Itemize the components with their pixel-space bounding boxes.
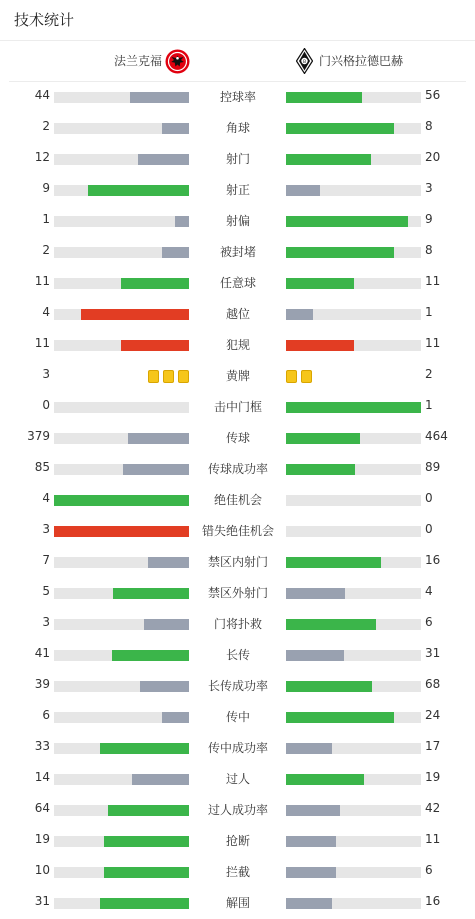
- home-value: 4: [42, 305, 50, 319]
- home-bar-track: [54, 805, 189, 816]
- stat-label: 禁区内射门: [207, 555, 268, 569]
- page-title: 技术统计: [14, 11, 75, 29]
- away-yellow-cards: [286, 370, 316, 383]
- away-bar-track: [286, 898, 421, 909]
- stat-row: [0, 670, 475, 701]
- home-value: 2: [42, 243, 50, 257]
- away-value: 16: [425, 553, 441, 567]
- home-value: 10: [34, 863, 50, 877]
- stat-row: [0, 856, 475, 887]
- home-value: 4: [42, 491, 50, 505]
- home-value: 44: [34, 88, 50, 102]
- stat-row: [0, 577, 475, 608]
- home-bar-track: [54, 526, 189, 537]
- stat-row: [0, 360, 475, 391]
- teams-header: [0, 41, 475, 81]
- away-value: 16: [425, 894, 441, 908]
- away-bar-track: [286, 464, 421, 475]
- away-bar-track: [286, 278, 421, 289]
- stat-label: 角球: [225, 121, 250, 135]
- home-value: 1: [42, 212, 50, 226]
- stat-label: 长传: [225, 648, 250, 662]
- home-bar-fill: [81, 309, 189, 320]
- away-value: 1: [425, 398, 433, 412]
- home-value: 33: [34, 739, 50, 753]
- home-bar-track: [54, 588, 189, 599]
- home-value: 31: [34, 894, 50, 908]
- home-bar-fill: [100, 898, 189, 909]
- stat-label: 越位: [225, 307, 250, 321]
- away-bar-fill: [286, 774, 364, 785]
- stat-label: 击中门框: [213, 400, 262, 414]
- stat-row: [0, 608, 475, 639]
- home-value: 64: [34, 801, 50, 815]
- home-value: 7: [42, 553, 50, 567]
- home-bar-fill: [104, 836, 189, 847]
- home-bar-track: [54, 650, 189, 661]
- away-bar-track: [286, 836, 421, 847]
- away-bar-track: [286, 619, 421, 630]
- stat-row: [0, 484, 475, 515]
- stat-row: [0, 112, 475, 143]
- home-value: 379: [27, 429, 50, 443]
- away-bar-fill: [286, 123, 394, 134]
- yellow-card-icon: [148, 370, 159, 383]
- stat-row: [0, 701, 475, 732]
- home-bar-track: [54, 123, 189, 134]
- home-value: 6: [42, 708, 50, 722]
- stat-label: 传球成功率: [207, 462, 268, 476]
- away-bar-track: [286, 526, 421, 537]
- away-bar-fill: [286, 402, 421, 413]
- stat-row: [0, 81, 475, 112]
- away-value: 89: [425, 460, 441, 474]
- stat-label: 过人成功率: [207, 803, 268, 817]
- away-bar-track: [286, 309, 421, 320]
- away-value: 11: [425, 832, 441, 846]
- home-bar-track: [54, 836, 189, 847]
- home-bar-fill: [132, 774, 189, 785]
- away-bar-fill: [286, 247, 394, 258]
- stat-row: [0, 732, 475, 763]
- away-bar-fill: [286, 650, 344, 661]
- yellow-card-icon: [286, 370, 297, 383]
- home-bar-fill: [162, 247, 189, 258]
- home-bar-fill: [100, 743, 189, 754]
- home-value: 41: [34, 646, 50, 660]
- home-value: 14: [34, 770, 50, 784]
- away-value: 464: [425, 429, 448, 443]
- stat-label: 解围: [225, 896, 250, 910]
- home-value: 11: [34, 274, 50, 288]
- home-bar-track: [54, 309, 189, 320]
- home-bar-fill: [140, 681, 189, 692]
- stat-label: 门将扑救: [213, 617, 262, 631]
- home-bar-fill: [121, 340, 189, 351]
- away-bar-fill: [286, 557, 381, 568]
- away-value: 9: [425, 212, 433, 226]
- stat-label: 错失绝佳机会: [201, 524, 274, 538]
- borussia-monchengladbach-logo[interactable]: [296, 48, 313, 74]
- yellow-card-icon: [301, 370, 312, 383]
- away-bar-track: [286, 123, 421, 134]
- home-bar-fill: [162, 123, 189, 134]
- stat-label: 射偏: [225, 214, 250, 228]
- home-bar-fill: [130, 92, 189, 103]
- stat-label: 传中: [225, 710, 250, 724]
- home-value: 3: [42, 522, 50, 536]
- away-bar-track: [286, 774, 421, 785]
- home-value: 12: [34, 150, 50, 164]
- stat-row: [0, 298, 475, 329]
- home-bar-track: [54, 557, 189, 568]
- stat-label: 过人: [225, 772, 250, 786]
- stat-label: 射门: [225, 152, 250, 166]
- home-value: 19: [34, 832, 50, 846]
- away-value: 42: [425, 801, 441, 815]
- home-bar-fill: [88, 185, 189, 196]
- away-value: 17: [425, 739, 441, 753]
- stat-row: [0, 391, 475, 422]
- away-value: 24: [425, 708, 441, 722]
- away-value: 8: [425, 243, 433, 257]
- away-bar-fill: [286, 681, 372, 692]
- home-bar-fill: [138, 154, 189, 165]
- away-bar-track: [286, 557, 421, 568]
- away-team-name[interactable]: 门兴格拉德巴赫: [319, 54, 404, 68]
- home-bar-fill: [108, 805, 189, 816]
- home-value: 11: [34, 336, 50, 350]
- away-bar-fill: [286, 464, 355, 475]
- away-value: 2: [425, 367, 433, 381]
- away-bar-fill: [286, 309, 313, 320]
- stat-row: [0, 763, 475, 794]
- home-bar-track: [54, 619, 189, 630]
- away-bar-track: [286, 495, 421, 506]
- home-value: 39: [34, 677, 50, 691]
- home-bar-track: [54, 712, 189, 723]
- home-bar-fill: [104, 867, 189, 878]
- stat-row: [0, 329, 475, 360]
- stat-row: [0, 546, 475, 577]
- away-bar-fill: [286, 805, 340, 816]
- home-yellow-cards: [144, 370, 189, 383]
- stat-row: [0, 174, 475, 205]
- home-bar-fill: [123, 464, 189, 475]
- stat-row: [0, 205, 475, 236]
- away-value: 19: [425, 770, 441, 784]
- away-value: 6: [425, 863, 433, 877]
- away-bar-fill: [286, 836, 336, 847]
- away-bar-track: [286, 185, 421, 196]
- home-value: 0: [42, 398, 50, 412]
- stat-label: 黄牌: [225, 369, 250, 383]
- away-bar-track: [286, 433, 421, 444]
- home-bar-fill: [54, 495, 189, 506]
- stat-label: 抢断: [225, 834, 250, 848]
- home-bar-track: [54, 774, 189, 785]
- stat-label: 传球: [225, 431, 250, 445]
- home-bar-fill: [128, 433, 189, 444]
- home-bar-fill: [175, 216, 189, 227]
- home-bar-fill: [148, 557, 189, 568]
- home-value: 9: [42, 181, 50, 195]
- away-value: 20: [425, 150, 441, 164]
- stat-row: [0, 887, 475, 918]
- home-bar-track: [54, 464, 189, 475]
- away-bar-fill: [286, 743, 332, 754]
- home-bar-track: [54, 154, 189, 165]
- stat-row: [0, 267, 475, 298]
- away-bar-track: [286, 216, 421, 227]
- svg-text:B: B: [302, 60, 307, 65]
- stat-label: 射正: [225, 183, 250, 197]
- stat-row: [0, 143, 475, 174]
- home-bar-fill: [54, 526, 189, 537]
- away-bar-fill: [286, 92, 362, 103]
- stat-row: [0, 639, 475, 670]
- eintracht-frankfurt-logo[interactable]: [165, 49, 190, 74]
- home-bar-track: [54, 340, 189, 351]
- stat-row: [0, 422, 475, 453]
- home-bar-track: [54, 92, 189, 103]
- home-bar-track: [54, 495, 189, 506]
- stat-label: 犯规: [225, 338, 250, 352]
- stat-label: 拦截: [225, 865, 250, 879]
- stat-label: 长传成功率: [207, 679, 268, 693]
- away-bar-fill: [286, 340, 354, 351]
- stat-label: 绝佳机会: [213, 493, 262, 507]
- away-bar-fill: [286, 278, 354, 289]
- home-bar-fill: [162, 712, 189, 723]
- yellow-card-icon: [178, 370, 189, 383]
- away-bar-track: [286, 681, 421, 692]
- stat-label: 禁区外射门: [207, 586, 268, 600]
- home-bar-fill: [144, 619, 189, 630]
- away-value: 0: [425, 522, 433, 536]
- home-bar-track: [54, 185, 189, 196]
- away-bar-fill: [286, 433, 360, 444]
- away-value: 56: [425, 88, 441, 102]
- away-value: 0: [425, 491, 433, 505]
- away-bar-fill: [286, 712, 394, 723]
- stat-label: 任意球: [219, 276, 256, 290]
- home-bar-track: [54, 247, 189, 258]
- home-team-name[interactable]: 法兰克福: [113, 54, 162, 68]
- away-bar-track: [286, 712, 421, 723]
- stat-row: [0, 515, 475, 546]
- away-bar-fill: [286, 185, 320, 196]
- home-value: 3: [42, 615, 50, 629]
- home-bar-fill: [121, 278, 189, 289]
- away-value: 11: [425, 336, 441, 350]
- stat-row: [0, 825, 475, 856]
- home-bar-track: [54, 402, 189, 413]
- away-bar-fill: [286, 898, 332, 909]
- away-value: 31: [425, 646, 441, 660]
- home-bar-fill: [112, 650, 189, 661]
- home-bar-track: [54, 278, 189, 289]
- stat-row: [0, 453, 475, 484]
- away-value: 8: [425, 119, 433, 133]
- yellow-card-icon: [163, 370, 174, 383]
- home-value: 5: [42, 584, 50, 598]
- home-bar-track: [54, 433, 189, 444]
- away-value: 68: [425, 677, 441, 691]
- stats-header: [0, 0, 475, 40]
- away-bar-fill: [286, 588, 345, 599]
- away-value: 3: [425, 181, 433, 195]
- home-bar-track: [54, 743, 189, 754]
- away-bar-track: [286, 805, 421, 816]
- away-bar-track: [286, 402, 421, 413]
- stat-label: 传中成功率: [207, 741, 268, 755]
- away-bar-fill: [286, 867, 336, 878]
- away-bar-track: [286, 340, 421, 351]
- home-value: 2: [42, 119, 50, 133]
- away-bar-track: [286, 743, 421, 754]
- away-bar-track: [286, 588, 421, 599]
- home-bar-track: [54, 867, 189, 878]
- away-value: 6: [425, 615, 433, 629]
- away-bar-fill: [286, 619, 376, 630]
- away-bar-track: [286, 154, 421, 165]
- stat-label: 控球率: [219, 90, 256, 104]
- stat-row: [0, 236, 475, 267]
- away-bar-fill: [286, 154, 371, 165]
- home-bar-track: [54, 216, 189, 227]
- home-value: 85: [34, 460, 50, 474]
- home-value: 3: [42, 367, 50, 381]
- away-value: 1: [425, 305, 433, 319]
- home-bar-fill: [113, 588, 189, 599]
- away-bar-track: [286, 650, 421, 661]
- away-bar-fill: [286, 216, 408, 227]
- home-bar-track: [54, 681, 189, 692]
- away-value: 4: [425, 584, 433, 598]
- stat-row: [0, 794, 475, 825]
- away-value: 11: [425, 274, 441, 288]
- away-bar-track: [286, 247, 421, 258]
- stat-label: 被封堵: [219, 245, 256, 259]
- away-bar-track: [286, 867, 421, 878]
- home-bar-track: [54, 898, 189, 909]
- away-bar-track: [286, 92, 421, 103]
